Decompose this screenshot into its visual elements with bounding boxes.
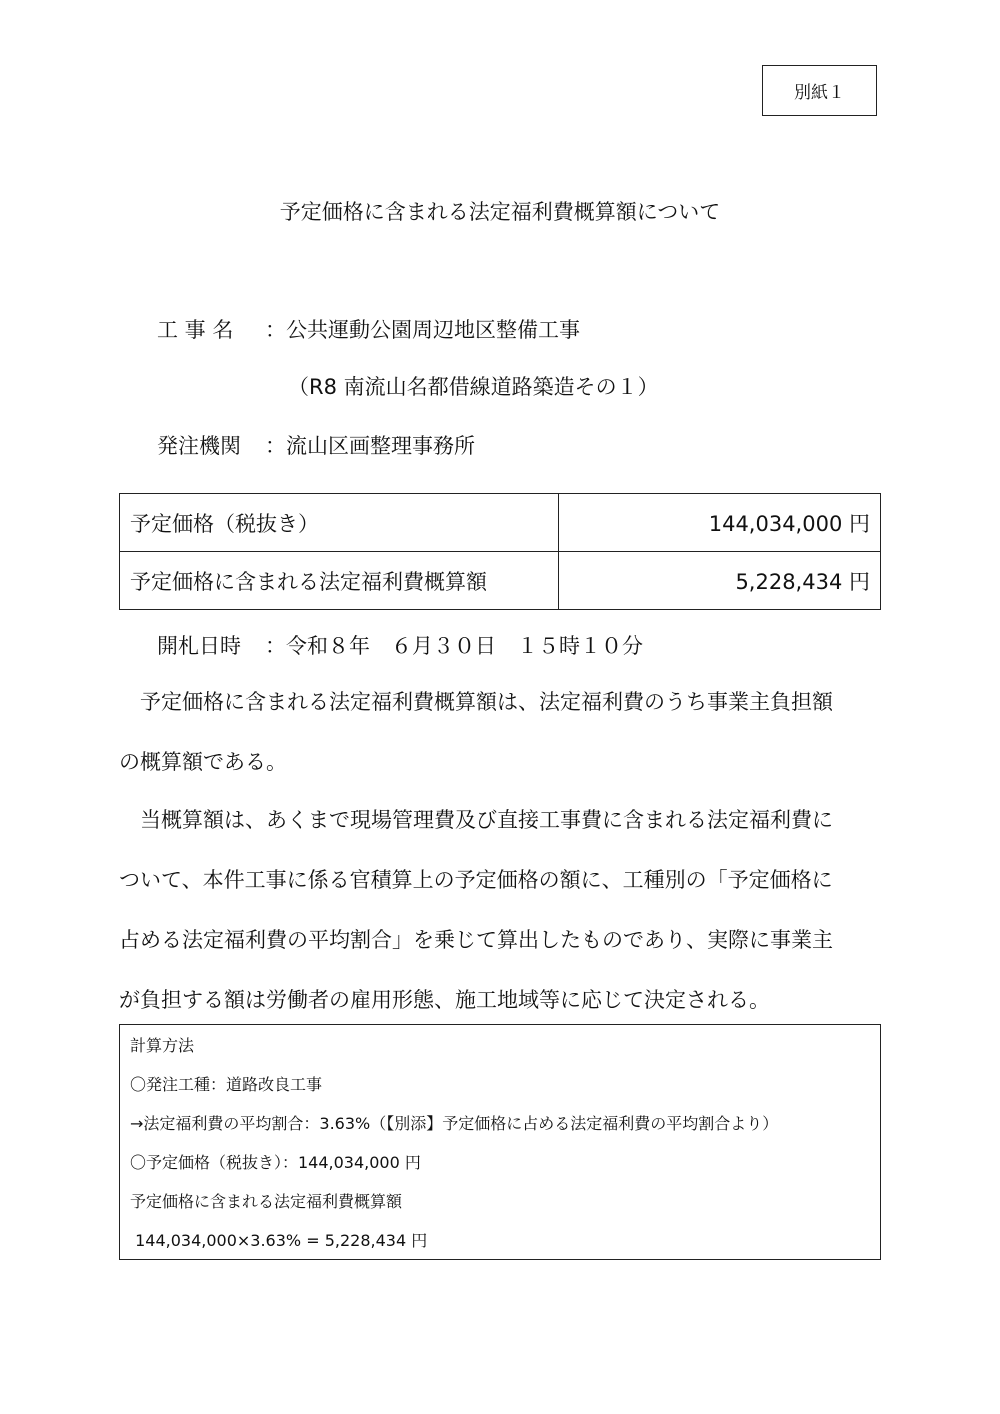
- paragraph-line: ついて、本件工事に係る官積算上の予定価格の額に、工種別の「予定価格に: [119, 868, 833, 892]
- paragraph-line: の概算額である。: [119, 750, 287, 774]
- project-name-value: ：公共運動公園周辺地区整備工事: [265, 318, 580, 342]
- document-title: 予定価格に含まれる法定福利費概算額について: [279, 200, 721, 224]
- paragraph-line: 占める法定福利費の平均割合」を乗じて算出したものであり、実際に事業主: [119, 928, 833, 952]
- calculation-line: →法定福利費の平均割合：3.63%（【別添】予定価格に占める法定福利費の平均割合より）: [130, 1114, 779, 1133]
- agency-label: 発注機関: [157, 434, 241, 458]
- calculation-line: 〇発注工種：道路改良工事: [130, 1075, 323, 1094]
- opening-date-label: 開札日時: [157, 634, 241, 658]
- price-value: 144,034,000 円: [559, 494, 881, 552]
- calculation-line: 144,034,000×3.63% = 5,228,434 円: [130, 1231, 428, 1250]
- price-label: 予定価格（税抜き）: [120, 494, 559, 552]
- table-row: [120, 494, 881, 552]
- paragraph-line: 当概算額は、あくまで現場管理費及び直接工事費に含まれる法定福利費に: [119, 808, 833, 832]
- opening-date-value: ：令和８年 ６月３０日 １５時１０分: [265, 634, 643, 658]
- paragraph-1: [119, 672, 884, 792]
- calculation-heading: 計算方法: [130, 1036, 195, 1055]
- price-table: [119, 493, 881, 610]
- project-subtitle: （R8 南流山名都借線道路築造その１）: [288, 375, 659, 399]
- paragraph-2: [119, 790, 884, 1030]
- calculation-line: 予定価格に含まれる法定福利費概算額: [130, 1192, 403, 1211]
- welfare-cost-value: 5,228,434 円: [559, 552, 881, 610]
- calculation-line: 〇予定価格（税抜き）：144,034,000 円: [130, 1153, 421, 1172]
- table-row: [120, 552, 881, 610]
- agency-value: ：流山区画整理事務所: [265, 434, 475, 458]
- paragraph-line: 予定価格に含まれる法定福利費概算額は、法定福利費のうち事業主負担額: [119, 690, 833, 714]
- welfare-cost-label: 予定価格に含まれる法定福利費概算額: [120, 552, 559, 610]
- calculation-box: [119, 1024, 881, 1260]
- project-name-label: 工 事 名: [157, 318, 234, 342]
- attachment-label: 別紙１: [762, 65, 877, 116]
- paragraph-line: が負担する額は労働者の雇用形態、施工地域等に応じて決定される。: [119, 988, 770, 1012]
